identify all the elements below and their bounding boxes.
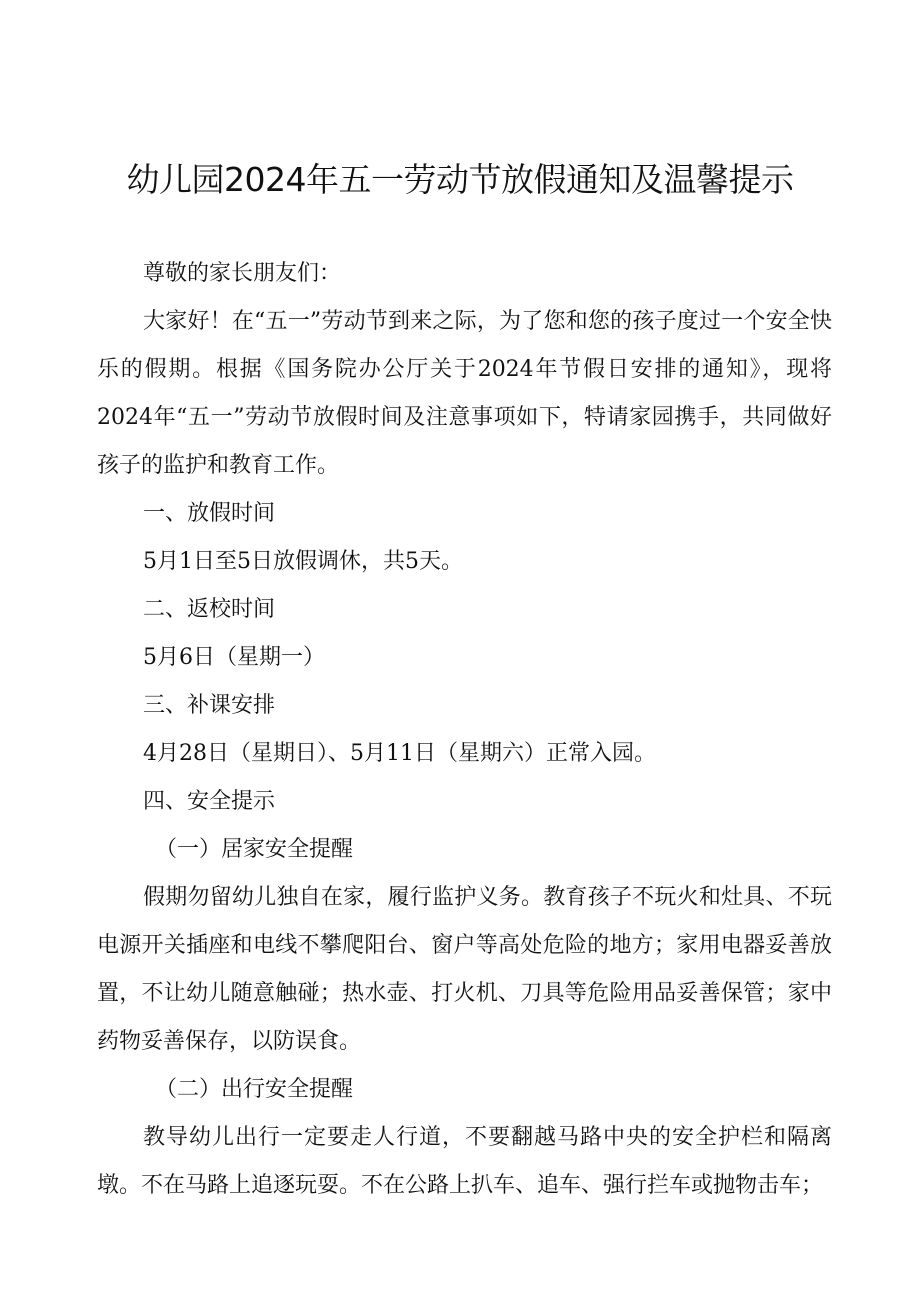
section-heading-safety-tips: 四、安全提示 bbox=[143, 789, 276, 814]
subheading-travel-safety: （二）出行安全提醒 bbox=[155, 1077, 354, 1102]
return-time-content: 5月6日（星期一） bbox=[143, 645, 325, 670]
subheading-home-safety: （一）居家安全提醒 bbox=[155, 837, 354, 862]
section-heading-return-time: 二、返校时间 bbox=[143, 597, 276, 622]
section-heading-makeup-classes: 三、补课安排 bbox=[143, 693, 276, 718]
intro-paragraph: 大家好！在“五一”劳动节到来之际，为了您和您的孩子度过一个安全快乐的假期。根据《国务院办公厅关于2024年节假日安排的通知》，现将2024年“五一”劳动节放假时间及注意事项如下，特请家园携手，共同做好孩子的监护和教育工作。 bbox=[97, 309, 832, 478]
travel-safety-paragraph: 教导幼儿出行一定要走人行道，不要翻越马路中央的安全护栏和隔离墩。不在马路上追逐玩耍。不在公路上扒车、追车、强行拦车或抛物击车； bbox=[97, 1125, 832, 1198]
makeup-classes-content: 4月28日（星期日）、5月11日（星期六）正常入园。 bbox=[143, 741, 656, 766]
section-heading-holiday-time: 一、放假时间 bbox=[143, 501, 276, 526]
salutation: 尊敬的家长朋友们： bbox=[143, 261, 342, 286]
document-title: 幼儿园2024年五一劳动节放假通知及温馨提示 bbox=[126, 160, 794, 199]
holiday-time-content: 5月1日至5日放假调休，共5天。 bbox=[143, 549, 463, 574]
home-safety-paragraph: 假期勿留幼儿独自在家，履行监护义务。教育孩子不玩火和灶具、不玩电源开关插座和电线不攀爬阳台、窗户等高处危险的地方；家用电器妥善放置，不让幼儿随意触碰；热水壶、打火机、刀具等危险用品妥善保管；家中药物妥善保存，以防误食。 bbox=[97, 885, 832, 1054]
